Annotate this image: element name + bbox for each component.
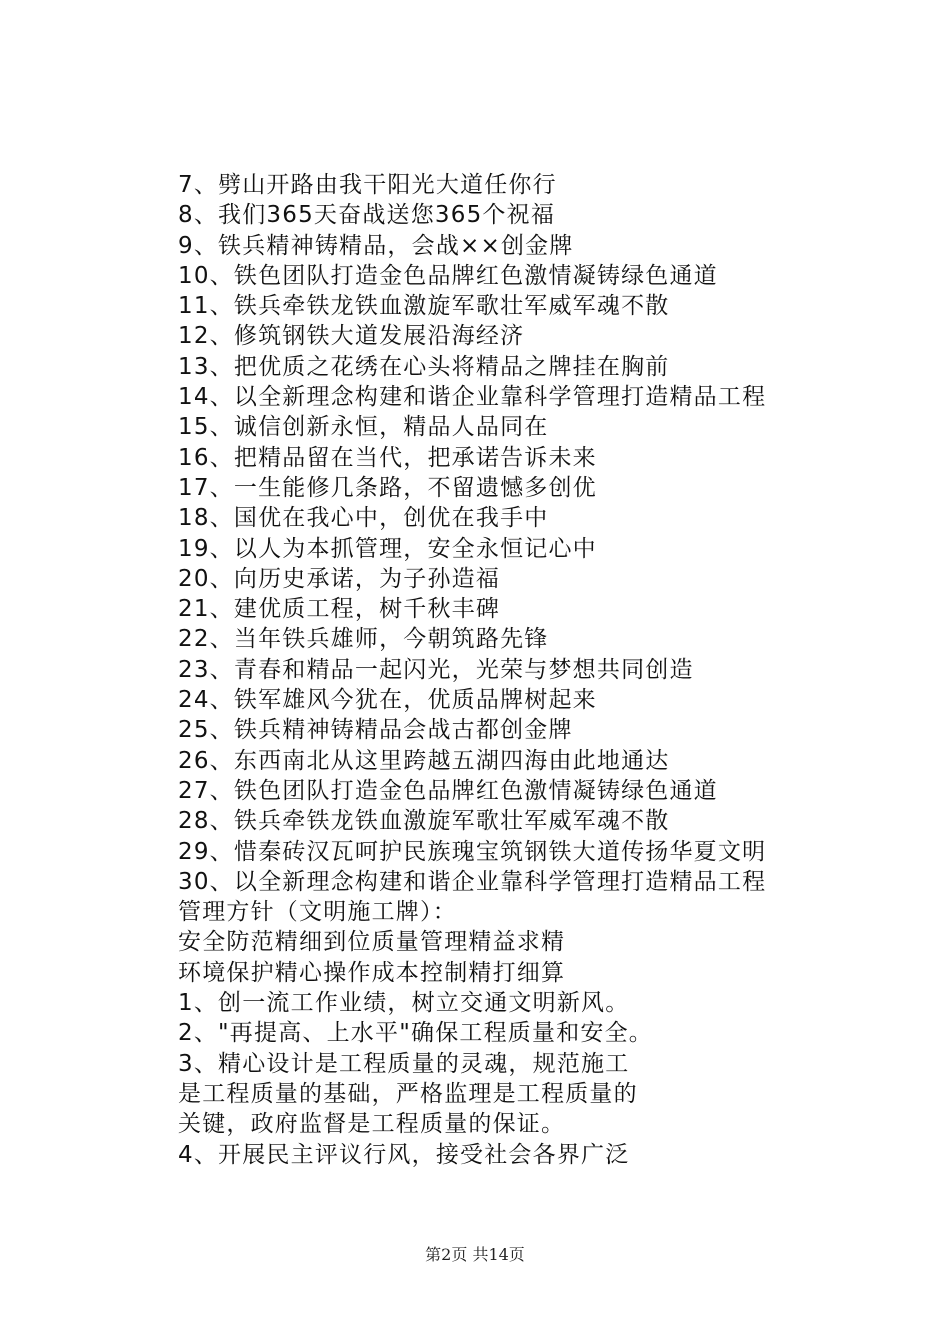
- text-line: 3、精心设计是工程质量的灵魂，规范施工: [178, 1050, 630, 1077]
- text-line: 22、当年铁兵雄师，今朝筑路先锋: [178, 626, 549, 653]
- text-line: 20、向历史承诺，为子孙造福: [178, 565, 501, 592]
- text-line: 21、建优质工程，树千秋丰碑: [178, 596, 501, 623]
- text-line: 管理方针（文明施工牌）：: [178, 899, 457, 926]
- text-line: 10、铁色团队打造金色品牌红色激情凝铸绿色通道: [178, 262, 718, 289]
- document-body: [178, 170, 838, 1170]
- text-line: 13、把优质之花绣在心头将精品之牌挂在胸前: [178, 353, 670, 380]
- text-line: 30、以全新理念构建和谐企业靠科学管理打造精品工程: [178, 868, 767, 895]
- text-line: 环境保护精心操作成本控制精打细算: [178, 959, 566, 986]
- text-line: 8、我们365天奋战送您365个祝福: [178, 202, 556, 229]
- text-line: 14、以全新理念构建和谐企业靠科学管理打造精品工程: [178, 384, 767, 411]
- text-line: 16、把精品留在当代，把承诺告诉未来: [178, 444, 597, 471]
- text-line: 2、"再提高、上水平"确保工程质量和安全。: [178, 1020, 653, 1047]
- text-line: 9、铁兵精神铸精品，会战××创金牌: [178, 232, 574, 259]
- text-line: 29、惜秦砖汉瓦呵护民族瑰宝筑钢铁大道传扬华夏文明: [178, 838, 767, 865]
- text-line: 17、一生能修几条路，不留遗憾多创优: [178, 474, 597, 501]
- text-line: 1、创一流工作业绩，树立交通文明新风。: [178, 990, 630, 1017]
- text-line: 12、修筑钢铁大道发展沿海经济: [178, 323, 525, 350]
- text-line: 23、青春和精品一起闪光，光荣与梦想共同创造: [178, 656, 694, 683]
- text-line: 18、国优在我心中，创优在我手中: [178, 505, 549, 532]
- text-line: 25、铁兵精神铸精品会战古都创金牌: [178, 717, 573, 744]
- text-line: 19、以人为本抓管理，安全永恒记心中: [178, 535, 597, 562]
- text-line: 28、铁兵牵铁龙铁血激旋军歌壮军威军魂不散: [178, 808, 670, 835]
- text-line: 24、铁军雄风今犹在，优质品牌树起来: [178, 687, 597, 714]
- text-line: 15、诚信创新永恒，精品人品同在: [178, 414, 549, 441]
- text-line: 7、劈山开路由我干阳光大道任你行: [178, 172, 557, 198]
- text-line: 关键，政府监督是工程质量的保证。: [178, 1111, 566, 1138]
- text-line: 安全防范精细到位质量管理精益求精: [178, 929, 566, 956]
- page-footer: 第2页 共14页: [425, 1245, 525, 1264]
- text-line: 27、铁色团队打造金色品牌红色激情凝铸绿色通道: [178, 777, 718, 804]
- text-line: 11、铁兵牵铁龙铁血激旋军歌壮军威军魂不散: [178, 293, 670, 320]
- text-line: 是工程质量的基础，严格监理是工程质量的: [178, 1080, 638, 1107]
- text-line: 26、东西南北从这里跨越五湖四海由此地通达: [178, 747, 670, 774]
- text-line: 4、开展民主评议行风，接受社会各界广泛: [178, 1141, 630, 1168]
